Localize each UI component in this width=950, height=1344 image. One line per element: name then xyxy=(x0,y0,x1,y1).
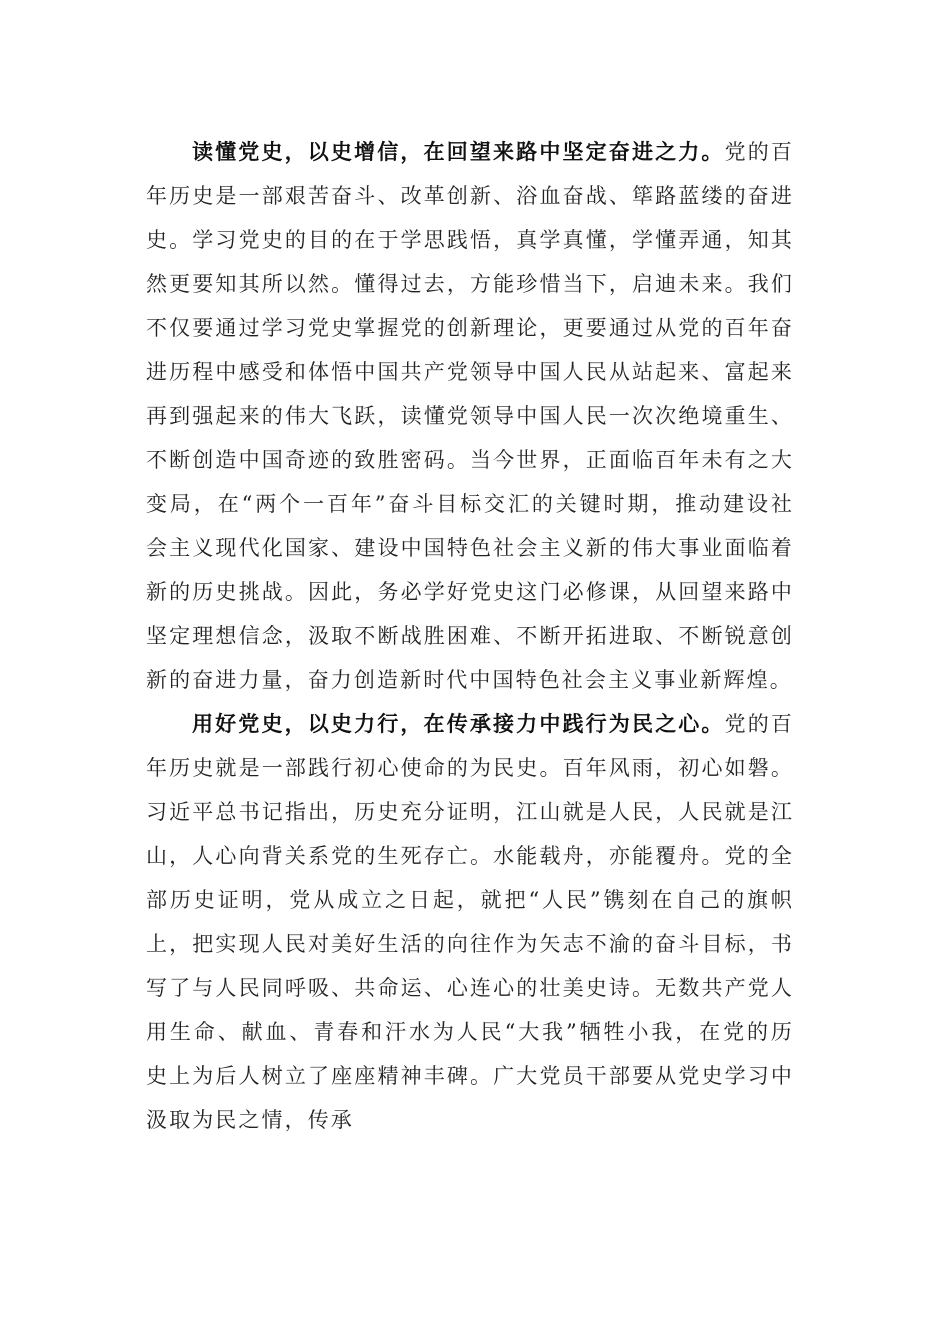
paragraph-1-heading: 读懂党史，以史增信，在回望来路中坚定奋进之力。 xyxy=(192,139,725,164)
paragraph-2-heading: 用好党史，以史力行，在传承接力中践行为民之心。 xyxy=(192,711,725,736)
paragraph-1-body: 党的百年历史是一部艰苦奋斗、改革创新、浴血奋战、筚路蓝缕的奋进史。学习党史的目的在于学思践悟，真学真懂，学懂弄通，知其然更要知其所以然。懂得过去，方能珍惜当下，启迪未来。我们不仅要通过学习党史掌握党的创新理论，更要通过从党的百年奋进历程中感受和体悟中国共产党领导中国人民从站起来、富起来再到强起来的伟大飞跃，读懂党领导中国人民一次次绝境重生、不断创造中国奇迹的致胜密码。当今世界，正面临百年未有之大变局，在“两个一百年”奋斗目标交汇的关键时期，推动建设社会主义现代化国家、建设中国特色社会主义新的伟大事业面临着新的历史挑战。因此，务必学好党史这门必修课，从回望来路中坚定理想信念，汲取不断战胜困难、不断开拓进取、不断锐意创新的奋进力量，奋力创造新时代中国特色社会主义事业新辉煌。 xyxy=(146,140,794,692)
paragraph-2 xyxy=(146,702,794,1142)
body-text xyxy=(146,130,794,1142)
paragraph-1 xyxy=(146,130,794,702)
paragraph-2-body: 党的百年历史就是一部践行初心使命的为民史。百年风雨，初心如磐。习近平总书记指出，历史充分证明，江山就是人民，人民就是江山，人心向背关系党的生死存亡。水能载舟，亦能覆舟。党的全部历史证明，党从成立之日起，就把“人民”镌刻在自己的旗帜上，把实现人民对美好生活的向往作为矢志不渝的奋斗目标，书写了与人民同呼吸、共命运、心连心的壮美史诗。无数共产党人用生命、献血、青春和汗水为人民“大我”牺牲小我，在党的历史上为后人树立了座座精神丰碑。广大党员干部要从党史学习中汲取为民之情，传承 xyxy=(146,712,794,1132)
